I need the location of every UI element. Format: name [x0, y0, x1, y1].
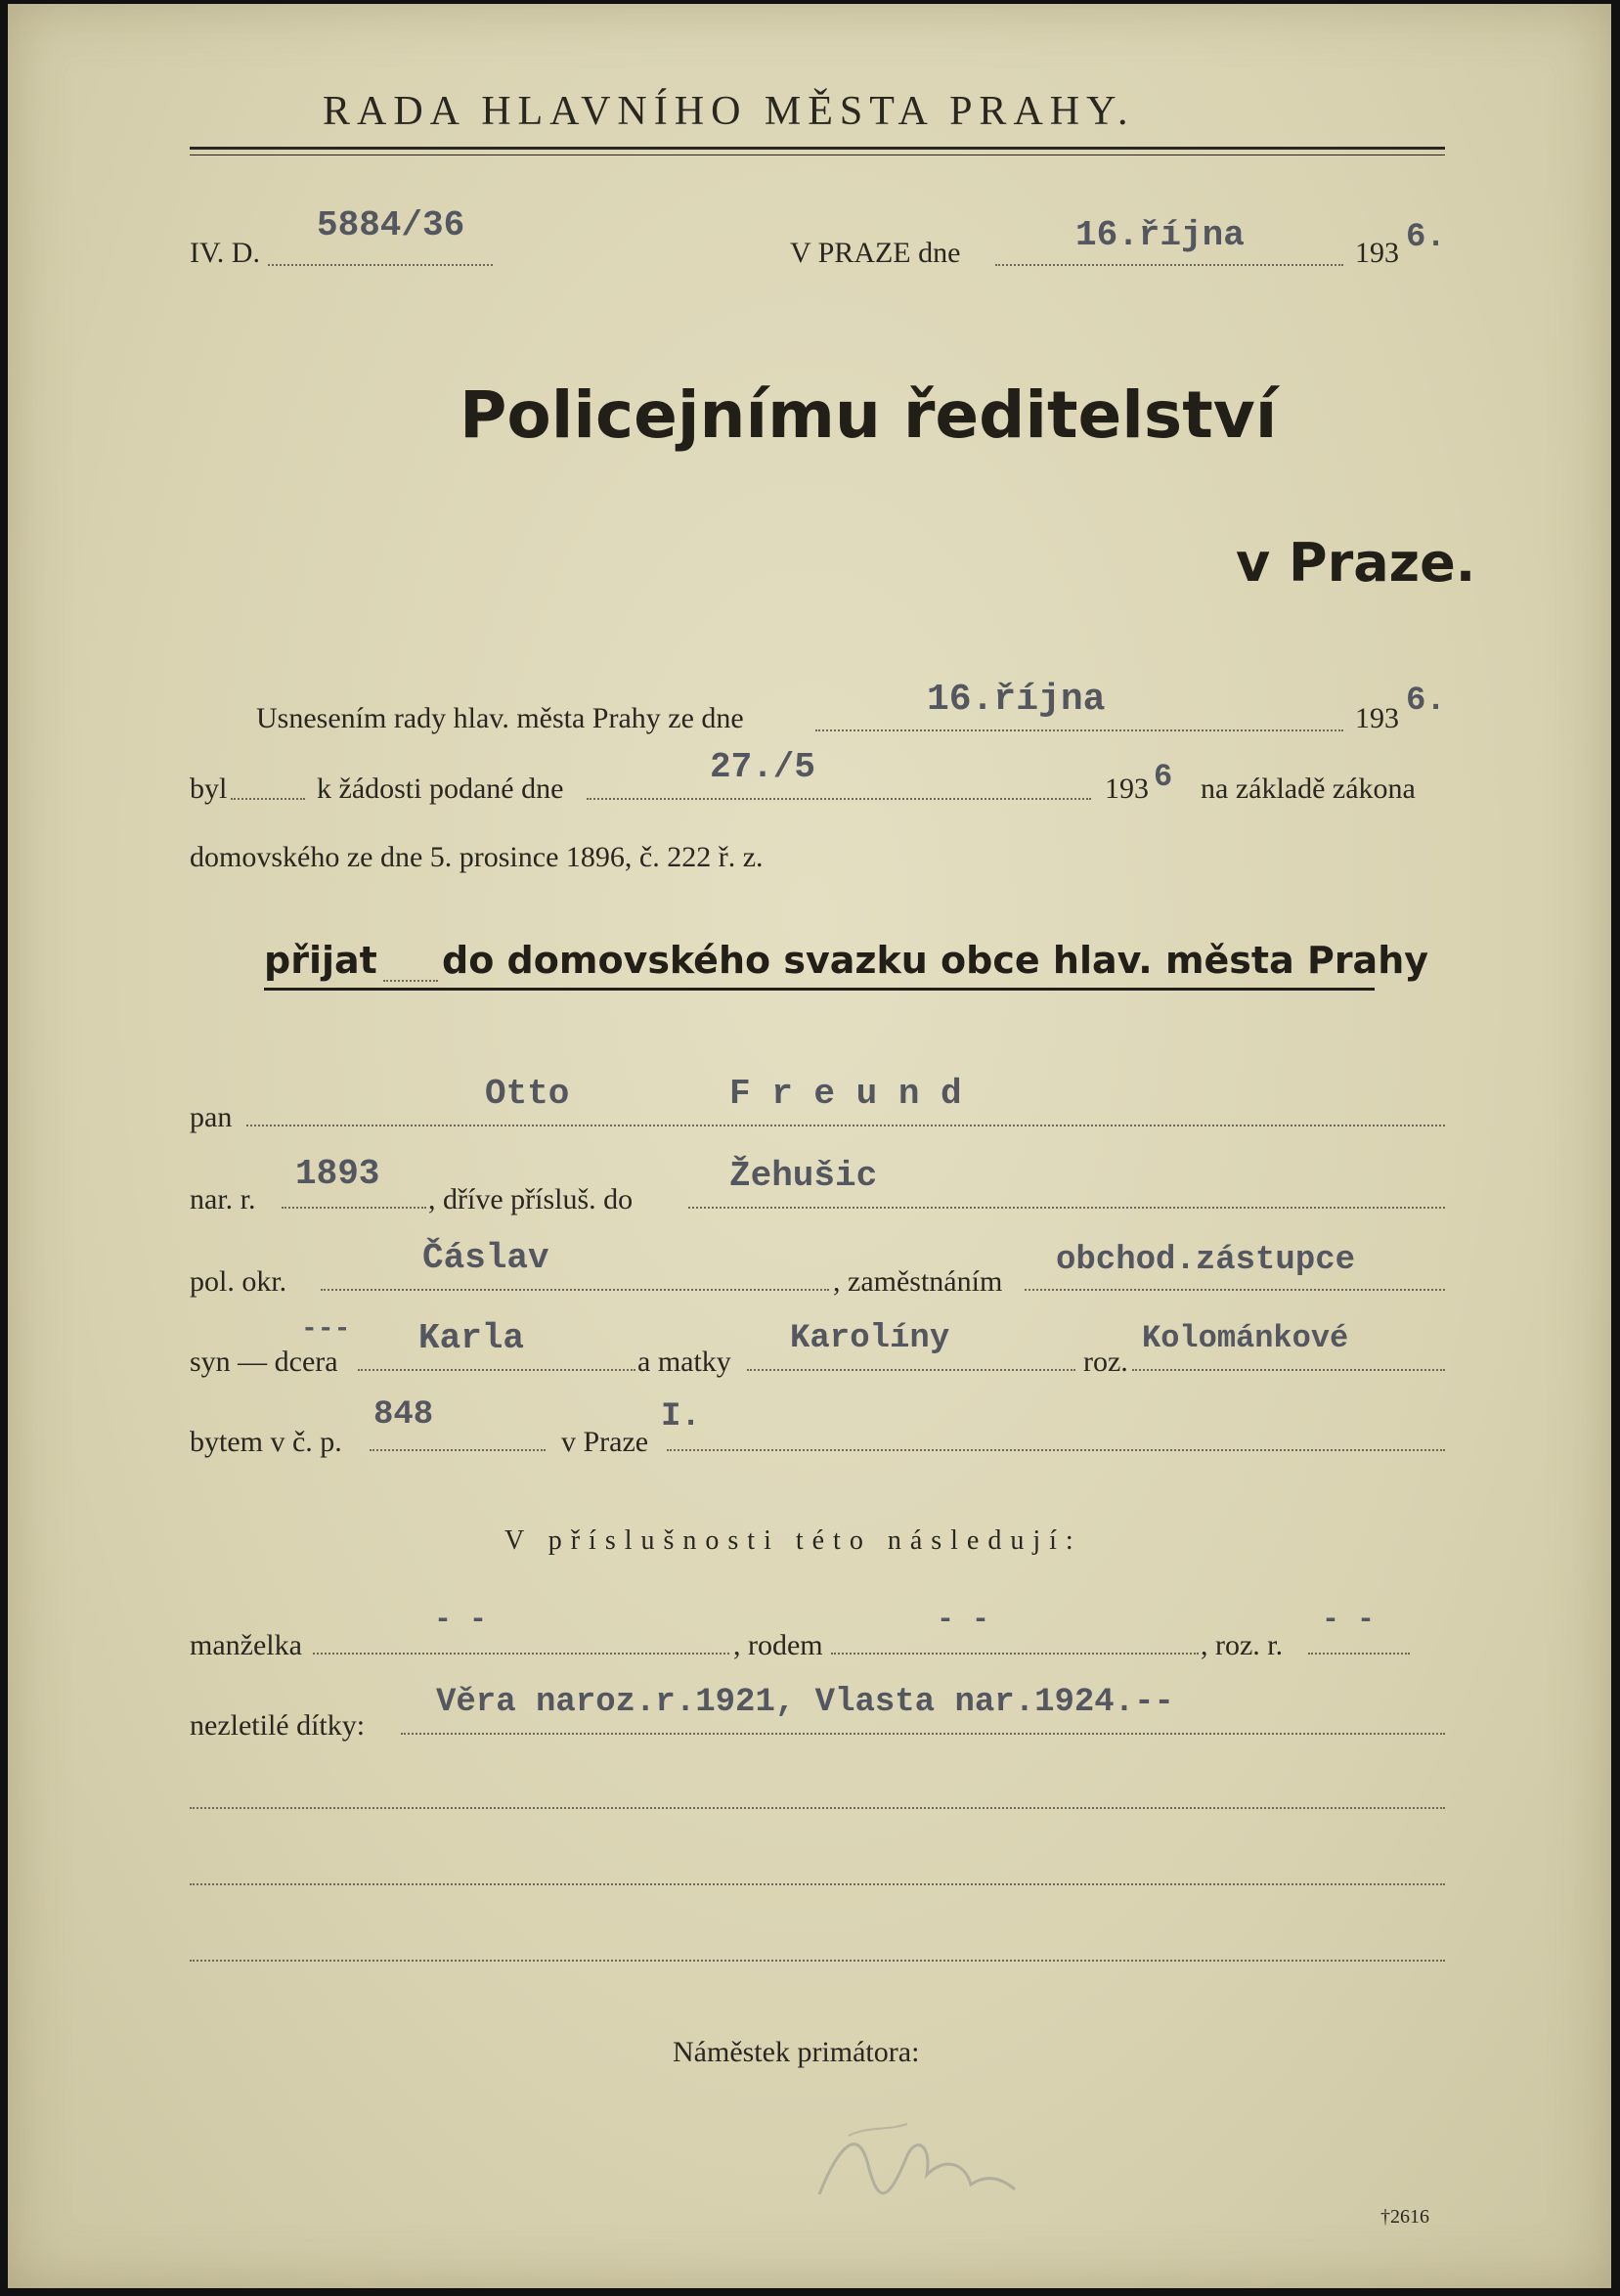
- mother-leader: [747, 1369, 1075, 1371]
- resolution-date-leader: [815, 729, 1343, 731]
- father-leader: [358, 1369, 635, 1371]
- nee-label: roz.: [1083, 1346, 1128, 1378]
- addressee-line1: Policejnímu ředitelství: [460, 377, 1278, 453]
- prior-leader: [688, 1207, 1445, 1209]
- zakon-label: na základě zákona: [1201, 773, 1416, 805]
- blank-line-2: [190, 1883, 1445, 1885]
- header-year-prefix: 193: [1355, 237, 1399, 269]
- byl-label: byl: [190, 773, 228, 805]
- nee-year-label: , roz. r.: [1201, 1629, 1284, 1661]
- wife-label: manželka: [190, 1629, 302, 1661]
- job: obchod.zástupce: [1056, 1242, 1356, 1279]
- blank-line-1: [190, 1807, 1445, 1809]
- born-label: nar. r.: [190, 1183, 256, 1215]
- pan-label: pan: [190, 1101, 233, 1133]
- prior-label: , dříve přísluš. do: [428, 1183, 634, 1215]
- children-label: nezletilé dítky:: [190, 1709, 366, 1742]
- resolution-year-prefix: 193: [1355, 702, 1399, 734]
- children: Věra naroz.r.1921, Vlasta nar.1924.--: [436, 1684, 1174, 1721]
- born-leader: [282, 1207, 426, 1209]
- zadost-date: 27./5: [710, 747, 816, 787]
- person-first-name: Otto: [485, 1074, 570, 1114]
- father-name: Karla: [418, 1318, 525, 1358]
- address-label: bytem v č. p.: [190, 1426, 342, 1458]
- district-leader: [321, 1289, 829, 1291]
- mother-maiden: Kolománkové: [1142, 1320, 1349, 1356]
- children-leader: [401, 1733, 1445, 1735]
- district2-leader: [667, 1449, 1445, 1451]
- ref-label: IV. D.: [190, 237, 260, 269]
- header-date: 16.října: [1075, 215, 1245, 255]
- zadost-label: k žádosti podané dne: [317, 773, 564, 805]
- wife-leader: [313, 1653, 729, 1655]
- pan-leader: [246, 1125, 1445, 1126]
- signature-label: Náměstek primátora:: [673, 2036, 920, 2068]
- header-year: 6.: [1406, 219, 1446, 256]
- admission-prijat: přijat: [264, 939, 377, 982]
- mother-name: Karolíny: [790, 1320, 950, 1357]
- address-leader: [370, 1449, 546, 1451]
- mother-label: a matky: [637, 1346, 731, 1378]
- job-label: , zaměstnáním: [833, 1265, 1003, 1298]
- job-leader: [1025, 1289, 1445, 1291]
- person-surname: F r e u n d: [729, 1074, 962, 1114]
- council-title: RADA HLAVNÍHO MĚSTA PRAHY.: [323, 89, 1135, 134]
- district-number: I.: [661, 1398, 701, 1435]
- born-at: - -: [937, 1604, 990, 1637]
- nee-year: - -: [1322, 1604, 1376, 1637]
- wife: - -: [434, 1604, 488, 1637]
- document-sheet: [8, 4, 1611, 2288]
- addressee-line2: v Praze.: [1236, 532, 1476, 594]
- print-code: †2616: [1380, 2206, 1429, 2228]
- resolution-date: 16.října: [927, 679, 1106, 721]
- district: Čáslav: [422, 1238, 549, 1278]
- born-at-label: , rodem: [733, 1629, 823, 1661]
- ref-leader: [268, 264, 493, 266]
- house-number: 848: [373, 1396, 434, 1434]
- header-rule-thick: [190, 147, 1445, 150]
- zadost-leader: [587, 798, 1091, 800]
- law-line: domovského ze dne 5. prosince 1896, č. 222 ř. z.: [190, 841, 764, 873]
- zadost-year: 6: [1154, 759, 1173, 795]
- admission-text: do domovského svazku obce hlav. města Prahy: [442, 939, 1429, 982]
- place-label: V PRAZE dne: [790, 237, 961, 269]
- zadost-year-prefix: 193: [1105, 773, 1149, 805]
- child-mark: ---: [301, 1314, 351, 1345]
- born-year: 1893: [295, 1154, 380, 1194]
- blank-line-3: [190, 1960, 1445, 1962]
- followers-heading: V příslušnosti této následují:: [504, 1525, 1082, 1556]
- date-leader: [995, 264, 1343, 266]
- ref-number: 5884/36: [317, 205, 465, 245]
- admission-leader: [383, 980, 438, 982]
- district2-label: v Praze: [561, 1426, 649, 1458]
- byl-leader: [231, 798, 305, 800]
- resolution-text: Usnesením rady hlav. města Prahy ze dne: [256, 702, 744, 734]
- district-label: pol. okr.: [190, 1265, 287, 1298]
- nee-year-leader: [1308, 1653, 1410, 1655]
- admission-underline: [264, 988, 1375, 991]
- resolution-year: 6.: [1406, 683, 1446, 720]
- prior-place: Žehušic: [729, 1156, 878, 1196]
- nee-leader: [1132, 1369, 1445, 1371]
- handwritten-signature: [800, 2106, 1034, 2214]
- born-at-leader: [831, 1653, 1199, 1655]
- child-label: syn — dcera: [190, 1346, 338, 1378]
